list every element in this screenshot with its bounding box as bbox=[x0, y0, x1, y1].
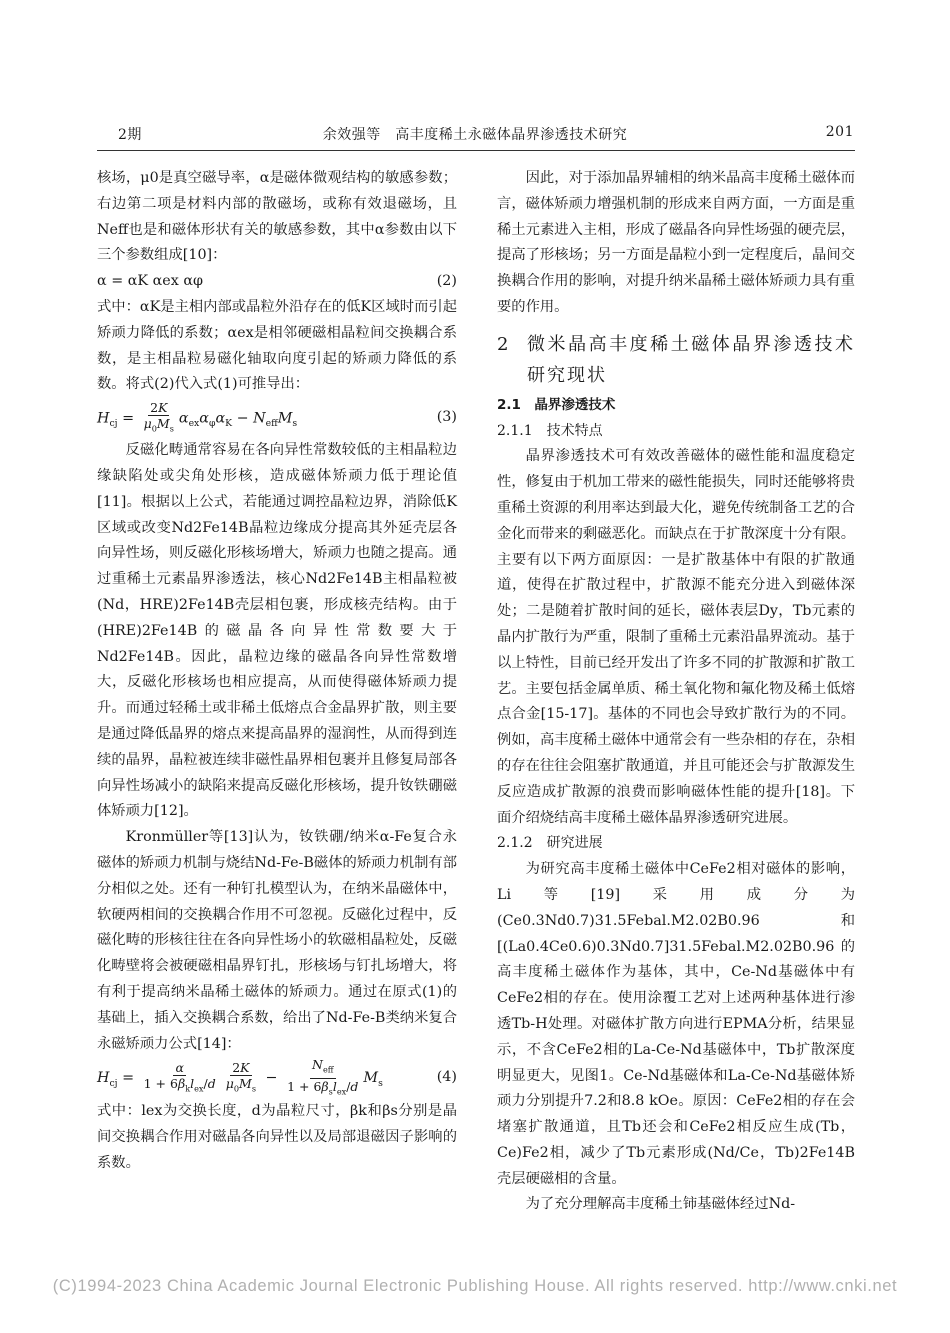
paragraph: 核场，μ0是真空磁导率，α是磁体微观结构的敏感参数；右边第二项是材料内部的散磁场，或称有效退磁场，且Neff也是和磁体形状有关的敏感参数，其中α参数由以下三个参数组成[10]： bbox=[97, 170, 457, 264]
paragraph: 式中：αK是主相内部或晶粒外沿存在的低K区域时而引起矫顽力降低的系数；αex是相邻硬磁相晶粒间交换耦合系数，是主相晶粒易磁化轴取向度引起的矫顽力降低的系数。将式(2)代入式(1)可推导出： bbox=[97, 298, 457, 393]
paragraph: 式中：lex为交换长度，d为晶粒尺寸，βk和βs分别是晶间交换耦合作用对磁晶各向异性以及局部退磁因子影响的系数。 bbox=[97, 1103, 457, 1171]
paragraph: Kronmüller等[13]认为，钕铁硼/纳米α-Fe复合永磁体的矫顽力机制与烧结Nd-Fe-B磁体的矫顽力机制有部分相似之处。还有一种钉扎模型认为，在纳米晶磁体中，软硬两相间的交换耦合作用不可忽视。反磁化过程中，反磁化畴的形核往往在各向异性场小的软磁相晶粒处，反磁化畴壁将会被硬磁相晶界钉扎，形核场与钉扎场增大，将有利于提高纳米晶稀土磁体的矫顽力。通过在原式(1)的基础上，插入交换耦合系数，给出了Nd-Fe-B类纳米复合永磁矫顽力公式[14]： bbox=[97, 829, 457, 1052]
header-issue: 2期 bbox=[118, 127, 142, 143]
paragraph: 晶界渗透技术可有效改善磁体的磁性能和温度稳定性，修复由于机加工带来的磁性能损失，同时还能够将贵重稀土资源的利用率达到最大化，避免传统制备工艺的合金化而带来的剩磁恶化。而缺点在于扩散深度十分有限。主要有以下两方面原因：一是扩散基体中有限的扩散通道，使得在扩散过程中，扩散源不能充分进入到磁体深处；二是随着扩散时间的延长，磁体表层Dy，Tb元素的晶内扩散行为严重，限制了重稀土元素沿晶界流动。基于以上特性，目前已经开发出了许多不同的扩散源和扩散工艺。主要包括金属单质、稀土氧化物和氟化物及稀土低熔点合金[15-17]。基体的不同也会导致扩散行为的不同。例如，高丰度稀土磁体中通常会有一些杂相的存在，杂相的存在往往会阻塞扩散通道，并且可能还会与扩散源发生反应造成扩散源的浪费而影响磁体性能的提升[18]。下面介绍烧结高丰度稀土磁体晶界渗透研究进展。 bbox=[497, 448, 855, 826]
paragraph: 因此，对于添加晶界辅相的纳米晶高丰度稀土磁体而言，磁体矫顽力增强机制的形成来自两方面，一方面是重稀土元素进入主相，形成了磁晶各向异性场强的硬壳层，提高了形核场；另一方面是晶粒小到一定程度后，晶间交换耦合作用的影响，对提升纳米晶稀土磁体矫顽力具有重要的作用。 bbox=[497, 170, 855, 315]
subsubsection-heading: 2.1.1 技术特点 bbox=[497, 422, 603, 439]
subsection-heading: 2.1 晶界渗透技术 bbox=[497, 396, 616, 413]
header-title: 余效强等 高丰度稀土永磁体晶界渗透技术研究 bbox=[322, 127, 628, 143]
page-number: 201 bbox=[825, 124, 854, 140]
equation-3: $H_{cj}$ = $\frac{2K}{\mu_0M_s}$ $\alpha_{ex}\alpha_\varphi\alpha_K - N_{eff}M_s$ (3) bbox=[97, 399, 457, 434]
left-column bbox=[97, 166, 457, 1177]
section-heading: 2 微米晶高丰度稀土磁体晶界渗透技术研究现状 bbox=[497, 333, 855, 386]
paragraph: 反磁化畴通常容易在各向异性常数较低的主相晶粒边缘缺陷处或尖角处形核，造成磁体矫顽力低于理论值[11]。根据以上公式，若能通过调控晶粒边界，消除低K区域或改变Nd2Fe14B晶粒边缘成分提高其外延壳层各向异性场，则反磁化形核场增大，矫顽力也随之提高。通过重稀土元素晶界渗透法，核心Nd2Fe14B主相晶粒被(Nd，HRE)2Fe14B壳层相包裹，形成核壳结构。由于(HRE)2Fe14B的磁晶各向异性常数要大于Nd2Fe14B。因此，晶粒边缘的磁晶各向异性常数增大，反磁化形核场也相应提高，从而使得磁体矫顽力提升。而通过轻稀土或非稀土低熔点合金晶界扩散，则主要是通过降低晶界的熔点来提高晶界的湿润性，从而得到连续的晶界，晶粒被连续非磁性晶界相包裹并且修复局部各向异性场减小的缺陷来提高反磁化形核场，提升钕铁硼磁体矫顽力[12]。 bbox=[97, 442, 457, 820]
equation-4: $H_{cj}$ = $\frac{\alpha}{1 + 6\beta_kl_{ex}/d}$ $\frac{2K}{\mu_0M_s}$ − $\frac{N_{eff}}{1 + 6\beta_sl_{ex}/d}$ $M_s$ (4) bbox=[97, 1057, 457, 1097]
copyright-footer: (C)1994-2023 China Academic Journal Electronic Publishing House. All rights reserved. http://www.cnki.net bbox=[52, 1277, 898, 1295]
paragraph: 为了充分理解高丰度稀土铈基磁体经过Nd- bbox=[525, 1196, 796, 1213]
right-column bbox=[497, 166, 855, 1218]
header-rule bbox=[97, 150, 855, 151]
equation-2: α = αK αex αφ (2) bbox=[97, 273, 457, 290]
paragraph: 为研究高丰度稀土磁体中CeFe2相对磁体的影响，Li等[19]采用成分为(Ce0.3Nd0.7)31.5Febal.M2.02B0.96和[(La0.4Ce0.6)0.3Nd0.7]31.5Febal.M2.02B0.96的高丰度稀土磁体作为基体，其中，Ce-Nd基磁体中有CeFe2相的存在。使用涂覆工艺对上述两种基体进行渗透Tb-H处理。对磁体扩散方向进行EPMA分析，结果显示，不含CeFe2相的La-Ce-Nd基磁体中，Tb扩散深度明显更大，见图1。Ce-Nd基磁体和La-Ce-Nd基磁体矫顽力分别提升7.2和8.8 kOe。原因：CeFe2相的存在会堵塞扩散通道，且Tb还会和CeFe2相反应生成(Tb，Ce)Fe2相，减少了Tb元素形成(Nd/Ce，Tb)2Fe14B壳层硬磁相的含量。 bbox=[497, 861, 855, 1187]
subsubsection-heading: 2.1.2 研究进展 bbox=[497, 835, 603, 852]
